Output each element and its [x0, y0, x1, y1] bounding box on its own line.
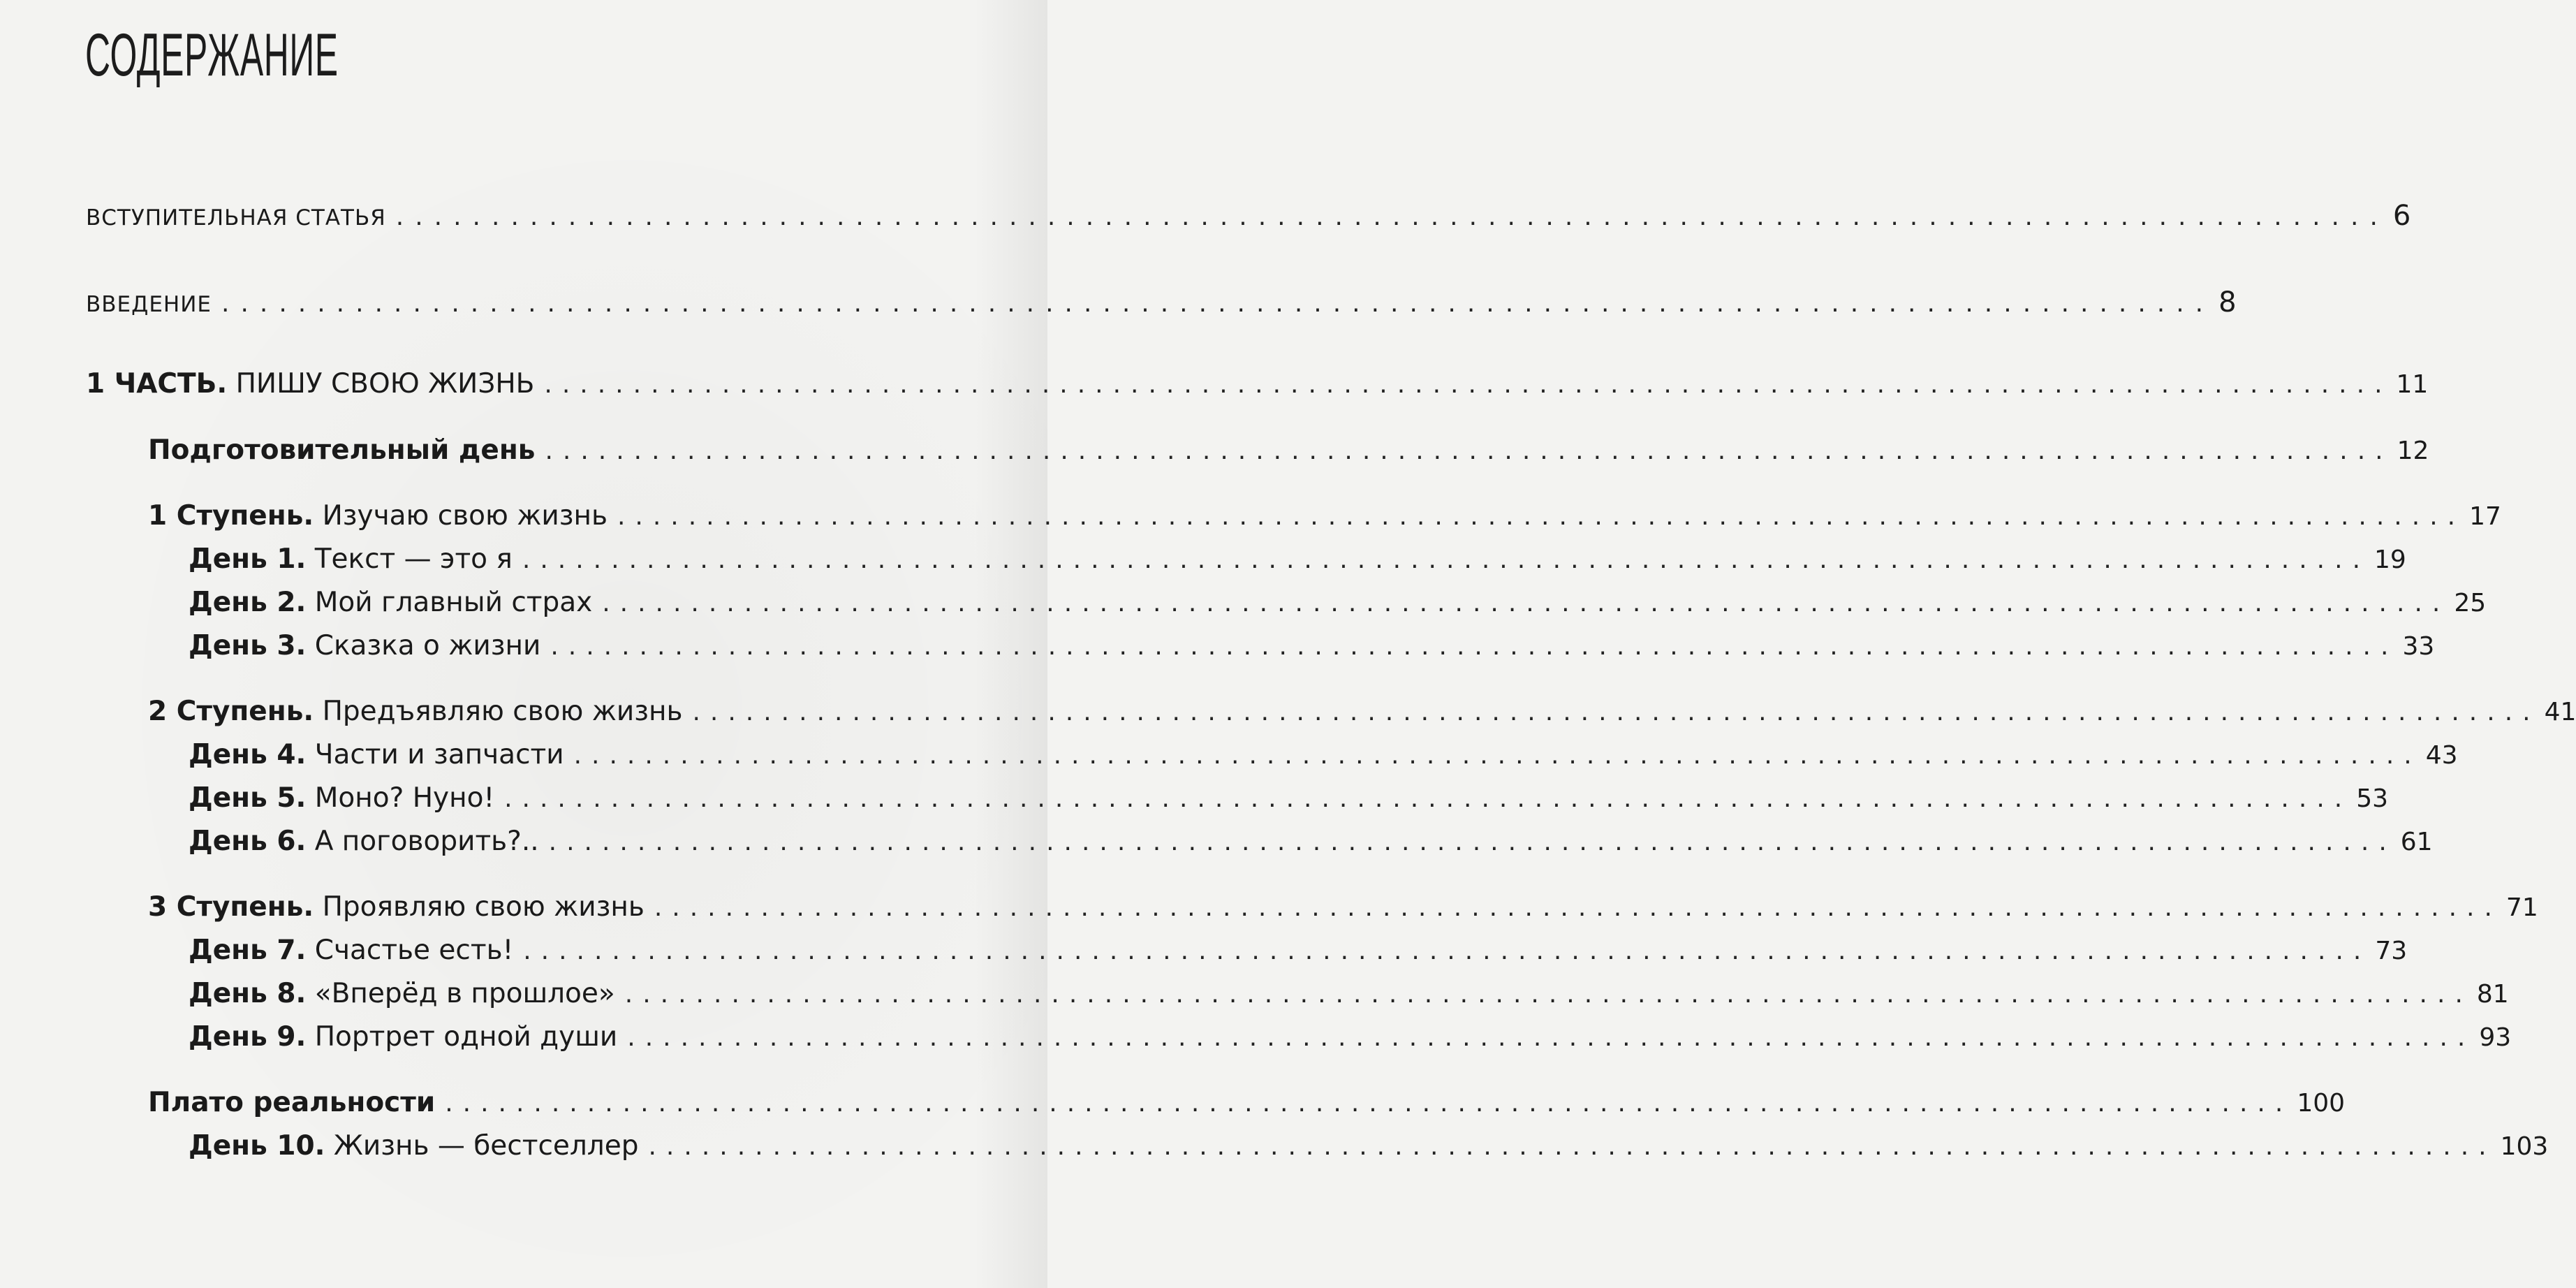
toc-entry-label: 1 ЧАСТЬ. ПИШУ СВОЮ ЖИЗНЬ: [86, 368, 535, 400]
dot-leader: ........................................................................................................: [504, 784, 2353, 813]
toc-page-number: 6: [2392, 200, 2411, 232]
dot-leader: ........................................................................................................: [523, 937, 2371, 965]
dot-leader: ........................................................................................................: [445, 1089, 2293, 1118]
toc-page-number: 17: [2469, 502, 2501, 531]
dot-leader: ........................................................................................................: [522, 546, 2371, 574]
toc-entry-label: Плато реальности: [148, 1087, 436, 1118]
toc-entry-day-4[interactable]: [189, 739, 2458, 770]
toc-entry-label: День 8. «Вперёд в прошлое»: [189, 978, 615, 1009]
toc-entry-label: Подготовительный день: [148, 434, 536, 466]
toc-entry-introductory-article[interactable]: [86, 200, 2411, 232]
toc-entry-label: День 6. А поговорить?..: [189, 826, 539, 857]
toc-page-number: 93: [2479, 1023, 2512, 1052]
toc-page-number: 71: [2505, 893, 2538, 922]
toc-entry-label: День 5. Моно? Нуно!: [189, 782, 495, 814]
toc-page-number: 19: [2374, 546, 2406, 574]
toc-page-number: 61: [2400, 828, 2433, 856]
toc-entry-label: День 3. Сказка о жизни: [189, 630, 541, 661]
dot-leader: ........................................................................................................: [550, 632, 2399, 661]
toc-page-number: 100: [2297, 1089, 2346, 1118]
dot-leader: ........................................................................................................: [692, 698, 2540, 726]
toc-entry-label: День 4. Части и запчасти: [189, 739, 564, 770]
page-title: СОДЕРЖАНИЕ: [85, 22, 339, 89]
dot-leader: ........................................................................................................: [221, 289, 2215, 318]
dot-leader: ........................................................................................................: [395, 203, 2389, 231]
dot-leader: ........................................................................................................: [573, 741, 2422, 770]
toc-page-number: 12: [2397, 437, 2429, 465]
dot-leader: ........................................................................................................: [648, 1132, 2496, 1161]
toc-entry-day-3[interactable]: [189, 630, 2435, 661]
toc-entry-label: 2 Ступень. Предъявляю свою жизнь: [148, 696, 683, 727]
toc-entry-label: ВСТУПИТЕЛЬНАЯ СТАТЬЯ: [86, 205, 386, 230]
dot-leader: ........................................................................................................: [602, 589, 2450, 617]
toc-entry-label: ВВЕДЕНИЕ: [86, 292, 212, 317]
toc-entry-day-9[interactable]: [189, 1021, 2512, 1053]
dot-leader: ........................................................................................................: [627, 1023, 2475, 1052]
dot-leader: ........................................................................................................: [544, 370, 2392, 399]
toc-entry-day-10[interactable]: [189, 1130, 2549, 1162]
dot-leader: ........................................................................................................: [654, 893, 2502, 922]
toc-entry-day-1[interactable]: [189, 543, 2406, 575]
toc-page-number: 11: [2396, 370, 2429, 399]
toc-entry-preparatory-day[interactable]: [148, 434, 2429, 466]
toc-page-number: 53: [2356, 784, 2389, 813]
toc-page-number: 43: [2425, 741, 2458, 770]
toc-entry-label: 3 Ступень. Проявляю свою жизнь: [148, 891, 645, 923]
toc-entry-stage-2[interactable]: [148, 696, 2576, 727]
toc-entry-day-6[interactable]: [189, 826, 2433, 857]
toc-entry-label: День 1. Текст — это я: [189, 543, 513, 575]
toc-page-number: 81: [2476, 980, 2509, 1009]
dot-leader: ........................................................................................................: [624, 980, 2473, 1009]
toc-page-number: 103: [2500, 1132, 2549, 1161]
toc-page-number: 73: [2375, 937, 2408, 965]
toc-entry-label: День 10. Жизнь — бестселлер: [189, 1130, 639, 1162]
dot-leader: ........................................................................................................: [548, 828, 2397, 856]
toc-entry-day-7[interactable]: [189, 935, 2408, 966]
toc-page-number: 25: [2454, 589, 2487, 617]
toc-entry-label: День 7. Счастье есть!: [189, 935, 514, 966]
toc-entry-reality-plateau[interactable]: [148, 1087, 2346, 1118]
toc-entry-day-8[interactable]: [189, 978, 2509, 1009]
dot-leader: ........................................................................................................: [617, 502, 2466, 531]
toc-entry-introduction[interactable]: [86, 286, 2237, 319]
toc-page-number: 41: [2544, 698, 2576, 726]
toc-entry-label: День 2. Мой главный страх: [189, 587, 593, 618]
toc-entry-part-1[interactable]: [86, 368, 2429, 400]
toc-page-number: 33: [2402, 632, 2435, 661]
toc-entry-stage-3[interactable]: [148, 891, 2538, 923]
toc-entry-label: 1 Ступень. Изучаю свою жизнь: [148, 500, 608, 532]
toc-entry-day-5[interactable]: [189, 782, 2389, 814]
toc-entry-day-2[interactable]: [189, 587, 2487, 618]
toc-entry-stage-1[interactable]: [148, 500, 2501, 532]
dot-leader: ........................................................................................................: [545, 437, 2393, 465]
toc-entry-label: День 9. Портрет одной души: [189, 1021, 618, 1053]
toc-page-number: 8: [2218, 286, 2237, 319]
